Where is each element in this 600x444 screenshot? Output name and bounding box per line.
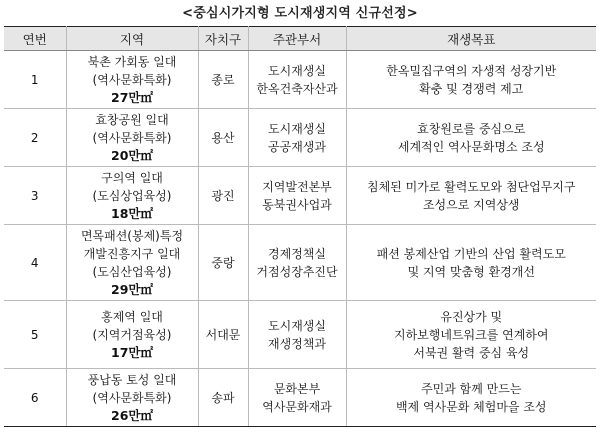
table-row (4, 369, 596, 427)
cell-goal (346, 109, 596, 167)
region-line: (도심상업육성) (92, 188, 172, 203)
goal-line: 유진상가 및 (440, 309, 503, 324)
table-row (4, 225, 596, 301)
area-value: 27만㎡ (111, 89, 153, 105)
dept-line: 문화본부 (273, 381, 321, 396)
header-row (4, 27, 596, 51)
cell-district: 서대문 (198, 301, 248, 369)
goal-line: 서북권 활력 중심 육성 (413, 345, 530, 360)
header-dept: 주관부서 (248, 27, 346, 51)
region-line: (도심산업육성) (92, 264, 172, 279)
area-value: 18만㎡ (111, 205, 153, 221)
cell-region (66, 225, 198, 301)
area-value: 17만㎡ (111, 344, 153, 360)
dept-line: 도시재생실 (268, 121, 326, 136)
table-row (4, 301, 596, 369)
region-line: (역사문화특화) (92, 72, 172, 87)
cell-goal (346, 167, 596, 225)
cell-region (66, 51, 198, 109)
area-value: 29만㎡ (111, 281, 153, 297)
region-line: 구의역 일대 (101, 170, 163, 185)
goal-line: 패션 봉제산업 기반의 산업 활력도모 (376, 246, 566, 261)
region-line: 홍제역 일대 (101, 309, 163, 324)
region-line: 개발진흥지구 일대 (83, 246, 181, 261)
cell-goal (346, 51, 596, 109)
cell-district: 용산 (198, 109, 248, 167)
cell-dept (248, 167, 346, 225)
cell-district: 송파 (198, 369, 248, 427)
cell-region (66, 301, 198, 369)
goal-line: 세계적인 역사문화명소 조성 (397, 139, 545, 154)
area-value: 26만㎡ (111, 407, 153, 423)
table-title: <중심시가지형 도시재생지역 신규선정> (182, 6, 418, 21)
goal-line: 지하보행네트워크를 연계하여 (393, 327, 549, 342)
selection-table (4, 26, 596, 427)
cell-region (66, 369, 198, 427)
cell-no: 4 (4, 225, 66, 301)
table-row (4, 51, 596, 109)
cell-dept (248, 51, 346, 109)
dept-line: 동북권사업과 (262, 197, 332, 212)
cell-district: 중랑 (198, 225, 248, 301)
goal-line: 효창원로를 중심으로 (417, 121, 526, 136)
goal-line: 백제 역사문화 체험마을 조성 (395, 399, 547, 414)
goal-line: 주민과 함께 만드는 (421, 381, 522, 396)
header-no: 연번 (4, 27, 66, 51)
region-line: 북촌 가회동 일대 (87, 54, 177, 69)
region-line: 면목패션(봉제)특정 (80, 228, 184, 243)
goal-line: 한옥밀집구역의 자생적 성장기반 (386, 63, 557, 78)
region-line: (지역거점육성) (92, 327, 172, 342)
cell-no: 3 (4, 167, 66, 225)
dept-line: 거점성장추진단 (256, 264, 338, 279)
header-region: 지역 (66, 27, 198, 51)
region-line: 효창공원 일대 (95, 112, 169, 127)
dept-line: 도시재생실 (268, 318, 326, 333)
region-line: (역사문화특화) (92, 130, 172, 145)
cell-region (66, 109, 198, 167)
dept-line: 역사문화재과 (262, 399, 332, 414)
region-line: 풍납동 토성 일대 (87, 372, 177, 387)
dept-line: 경제정책실 (268, 246, 326, 261)
cell-no: 1 (4, 51, 66, 109)
dept-line: 공공재생과 (268, 139, 326, 154)
header-goal: 재생목표 (346, 27, 596, 51)
cell-region (66, 167, 198, 225)
table-row (4, 109, 596, 167)
cell-no: 2 (4, 109, 66, 167)
area-value: 20만㎡ (111, 147, 153, 163)
cell-no: 6 (4, 369, 66, 427)
goal-line: 및 지역 맞춤형 환경개선 (407, 264, 535, 279)
goal-line: 침체된 미가로 활력도모와 첨단업무지구 (366, 179, 576, 194)
dept-line: 재생정책과 (268, 336, 326, 351)
cell-dept (248, 369, 346, 427)
table-row (4, 167, 596, 225)
cell-district: 종로 (198, 51, 248, 109)
cell-dept (248, 109, 346, 167)
goal-line: 확충 및 경쟁력 제고 (419, 81, 524, 96)
cell-district: 광진 (198, 167, 248, 225)
dept-line: 한옥건축자산과 (256, 81, 338, 96)
cell-dept (248, 225, 346, 301)
region-line: (역사문화특화) (92, 390, 172, 405)
header-district: 자치구 (198, 27, 248, 51)
cell-goal (346, 369, 596, 427)
dept-line: 도시재생실 (268, 63, 326, 78)
cell-goal (346, 225, 596, 301)
dept-line: 지역발전본부 (262, 179, 332, 194)
cell-no: 5 (4, 301, 66, 369)
cell-dept (248, 301, 346, 369)
cell-goal (346, 301, 596, 369)
goal-line: 조성으로 지역상생 (422, 197, 520, 212)
